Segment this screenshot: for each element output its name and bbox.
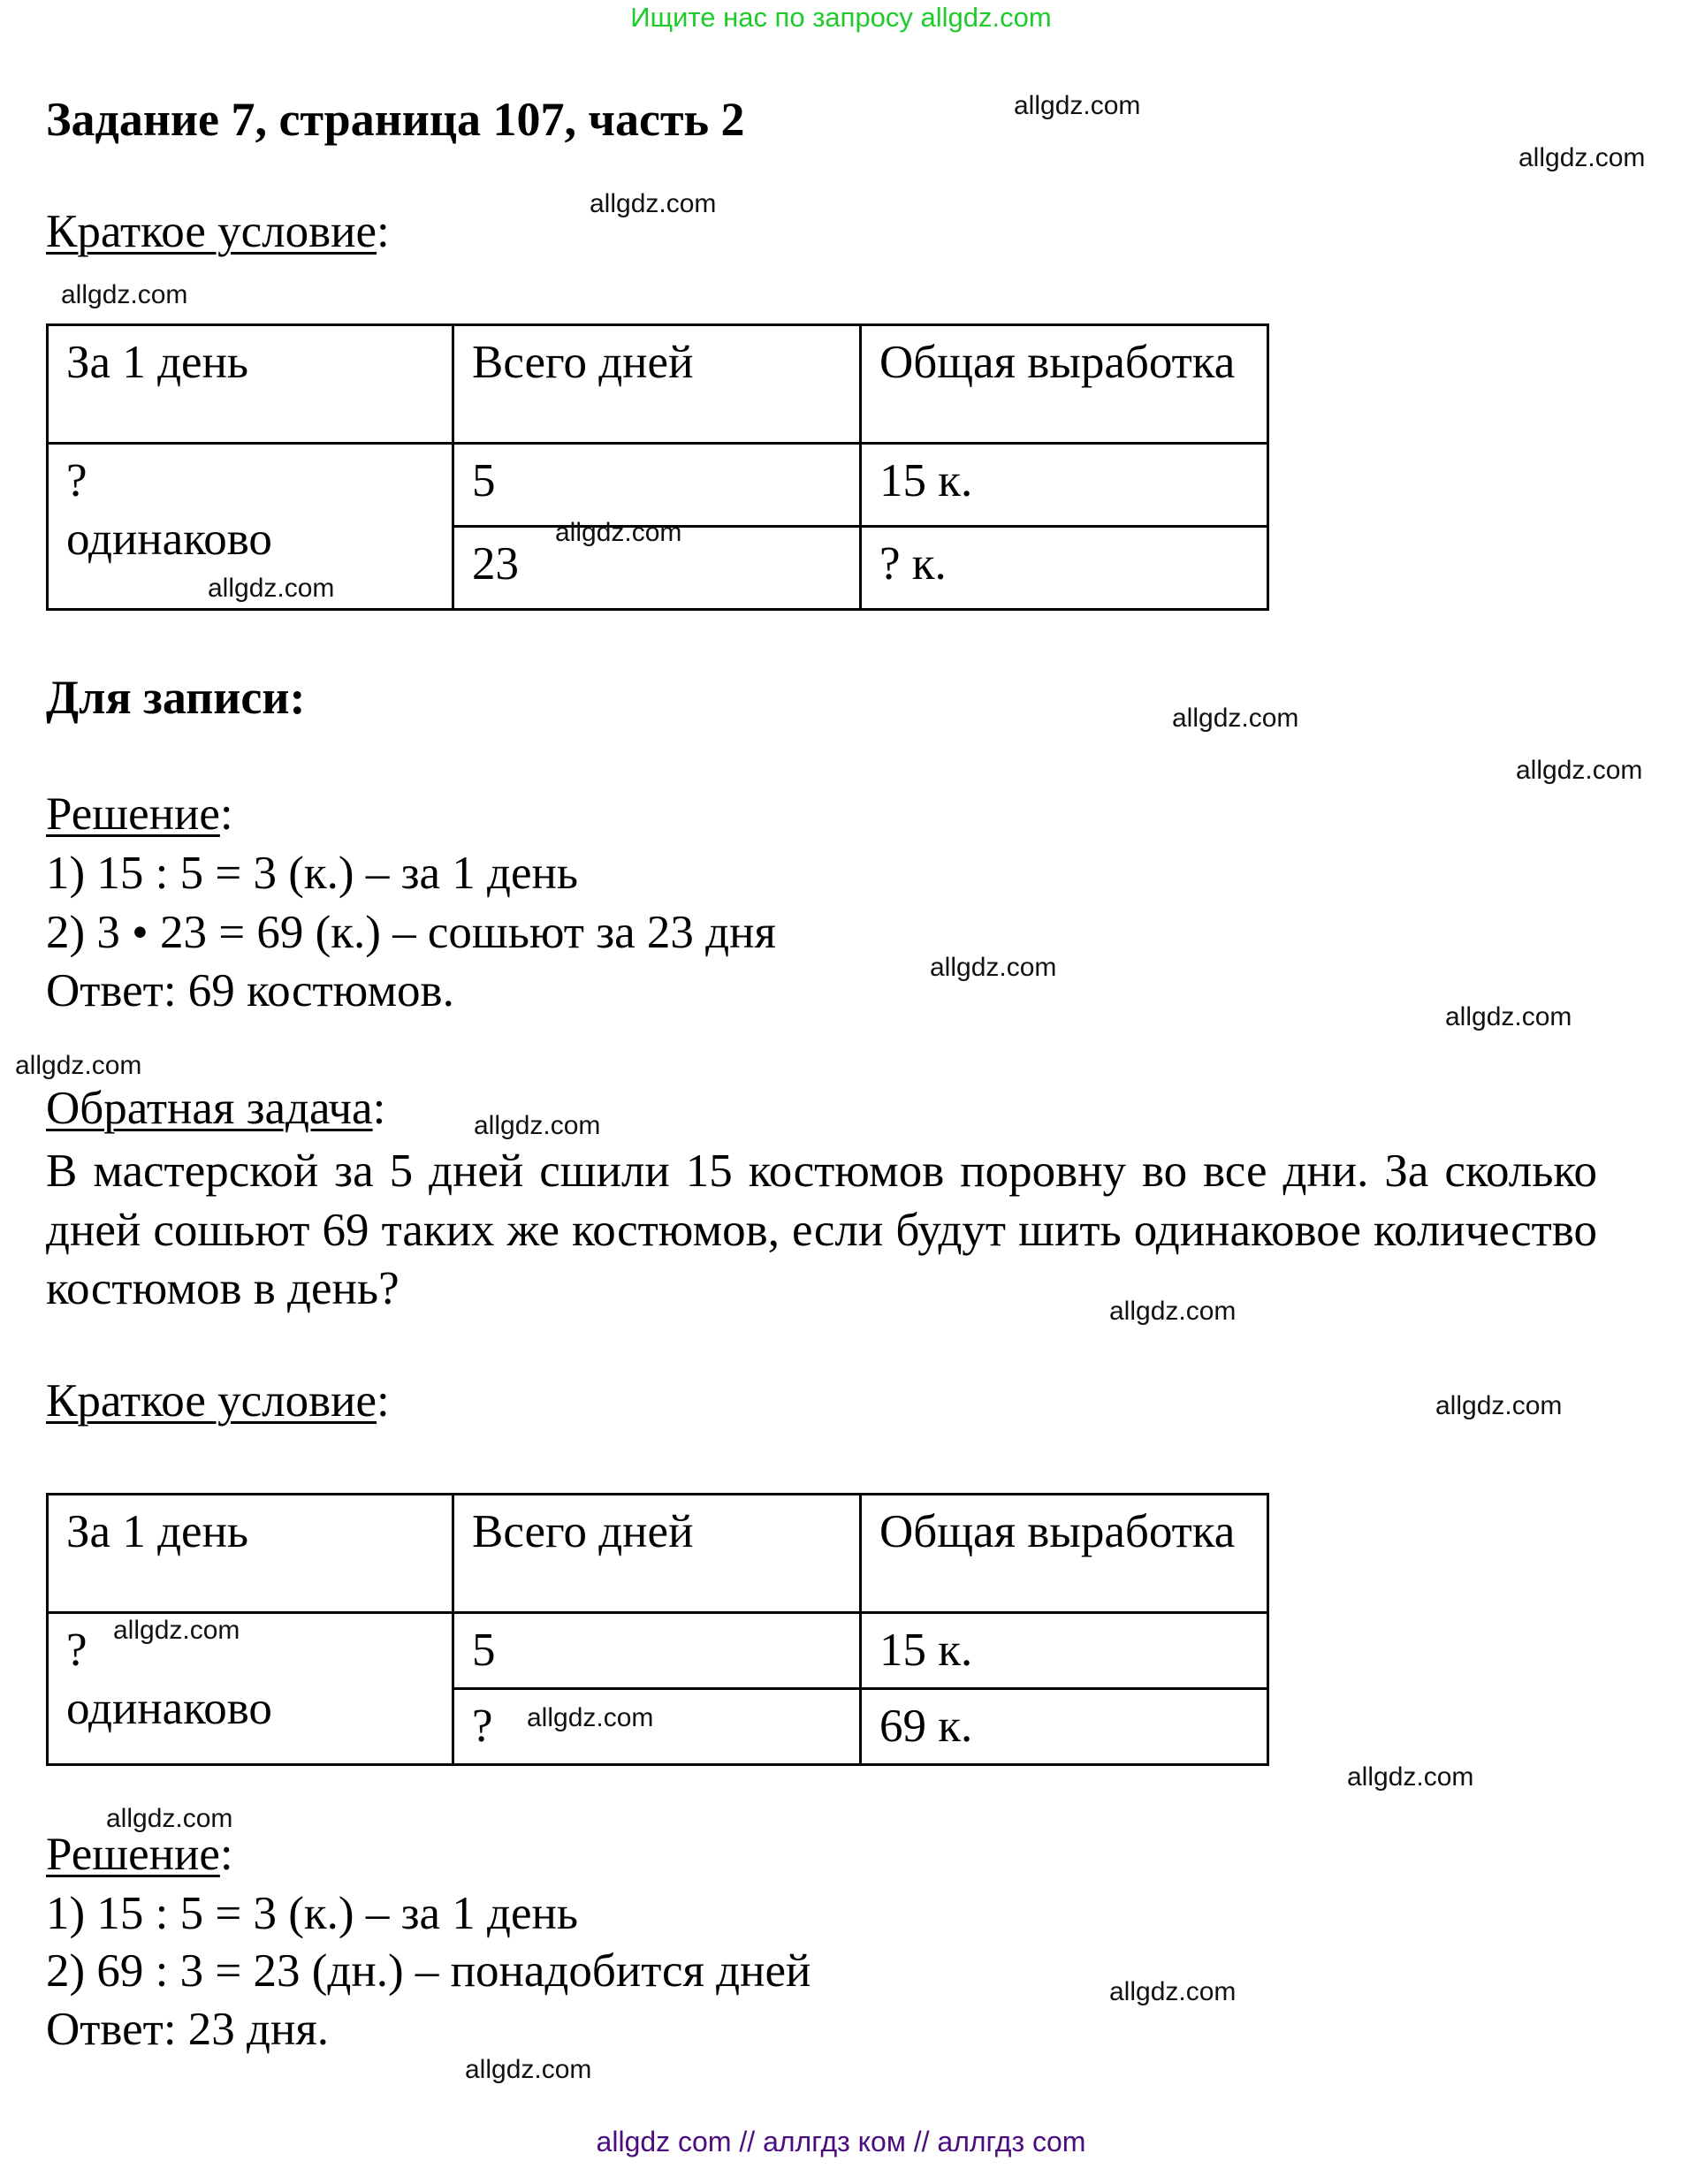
per-day-note: одинаково xyxy=(66,1683,272,1734)
short-condition-table xyxy=(46,323,1269,611)
watermark: allgdz.com xyxy=(1014,91,1141,120)
solution-step: 1) 15 : 5 = 3 (к.) – за 1 день xyxy=(46,848,579,899)
total-cell: 15 к. xyxy=(861,444,1268,527)
watermark: allgdz.com xyxy=(1172,704,1299,733)
watermark: allgdz.com xyxy=(1109,1977,1237,2006)
watermark: allgdz.com xyxy=(1518,143,1646,172)
solution-heading xyxy=(46,788,233,841)
header-total-days: Всего дней xyxy=(453,1495,861,1613)
header-total-output: Общая выработка xyxy=(861,1495,1268,1613)
header-total-output: Общая выработка xyxy=(861,325,1268,444)
page-title: Задание 7, страница 107, часть 2 xyxy=(46,93,745,146)
solution-heading xyxy=(46,1828,233,1881)
short-condition-label: Краткое условие xyxy=(46,206,377,257)
header-total-days: Всего дней xyxy=(453,325,861,444)
inverse-problem-heading xyxy=(46,1082,385,1135)
watermark: allgdz.com xyxy=(555,518,682,547)
per-day-cell xyxy=(48,1613,453,1765)
answer: Ответ: 23 дня. xyxy=(46,2004,330,2055)
watermark: allgdz.com xyxy=(1516,756,1643,785)
for-record-heading: Для записи: xyxy=(46,671,306,724)
watermark: allgdz.com xyxy=(1445,1002,1572,1031)
watermark: allgdz.com xyxy=(1347,1762,1474,1792)
watermark: allgdz.com xyxy=(590,189,717,218)
solution-label: Решение xyxy=(46,788,220,840)
per-day-unknown: ? xyxy=(66,455,88,506)
inverse-problem-text: В мастерской за 5 дней сшили 15 костюмов поровну во все дни. За сколько дней сошьют 69 таких же костюмов, если будут шить одинаковое количество костюмов в день? xyxy=(46,1145,1597,1314)
days-cell: 23 xyxy=(453,527,861,610)
watermark: allgdz.com xyxy=(1435,1391,1563,1420)
per-day-unknown: ? xyxy=(66,1625,88,1676)
table-header-row xyxy=(48,325,1268,444)
total-cell: ? к. xyxy=(861,527,1268,610)
colon: : xyxy=(372,1083,386,1134)
colon: : xyxy=(219,788,233,840)
watermark: allgdz.com xyxy=(930,953,1057,982)
solution-step: 2) 69 : 3 = 23 (дн.) – понадобится дней xyxy=(46,1945,811,1997)
colon: : xyxy=(377,1375,390,1427)
watermark: allgdz.com xyxy=(106,1804,233,1833)
watermark: allgdz.com xyxy=(465,2055,592,2084)
short-condition-heading xyxy=(46,205,390,258)
per-day-note: одинаково xyxy=(66,514,272,565)
header-per-day: За 1 день xyxy=(48,325,453,444)
short-condition-label: Краткое условие xyxy=(46,1375,377,1427)
days-cell: 5 xyxy=(453,1613,861,1689)
table-header-row xyxy=(48,1495,1268,1613)
search-banner: Ищите нас по запросу allgdz.com xyxy=(630,2,1052,33)
watermark: allgdz.com xyxy=(208,574,335,603)
watermark: allgdz.com xyxy=(15,1051,142,1080)
colon: : xyxy=(219,1829,233,1880)
header-per-day: За 1 день xyxy=(48,1495,453,1613)
watermark: allgdz.com xyxy=(113,1616,240,1645)
footer-links: allgdz com // аллгдз ком // аллгдз com xyxy=(596,2126,1086,2157)
watermark: allgdz.com xyxy=(61,280,188,309)
solution-step: 2) 3 • 23 = 69 (к.) – сошьют за 23 дня xyxy=(46,907,776,958)
watermark: allgdz.com xyxy=(1109,1297,1237,1326)
total-cell: 15 к. xyxy=(861,1613,1268,1689)
inverse-problem-label: Обратная задача xyxy=(46,1083,373,1134)
table-row xyxy=(48,444,1268,527)
watermark: allgdz.com xyxy=(527,1703,654,1732)
solution-label: Решение xyxy=(46,1829,220,1880)
days-cell: 5 xyxy=(453,444,861,527)
solution-step: 1) 15 : 5 = 3 (к.) – за 1 день xyxy=(46,1888,579,1939)
answer: Ответ: 69 костюмов. xyxy=(46,965,454,1016)
short-condition-heading xyxy=(46,1374,390,1427)
total-cell: 69 к. xyxy=(861,1689,1268,1765)
days-cell: ? xyxy=(453,1689,861,1765)
watermark: allgdz.com xyxy=(474,1111,601,1140)
colon: : xyxy=(377,206,390,257)
